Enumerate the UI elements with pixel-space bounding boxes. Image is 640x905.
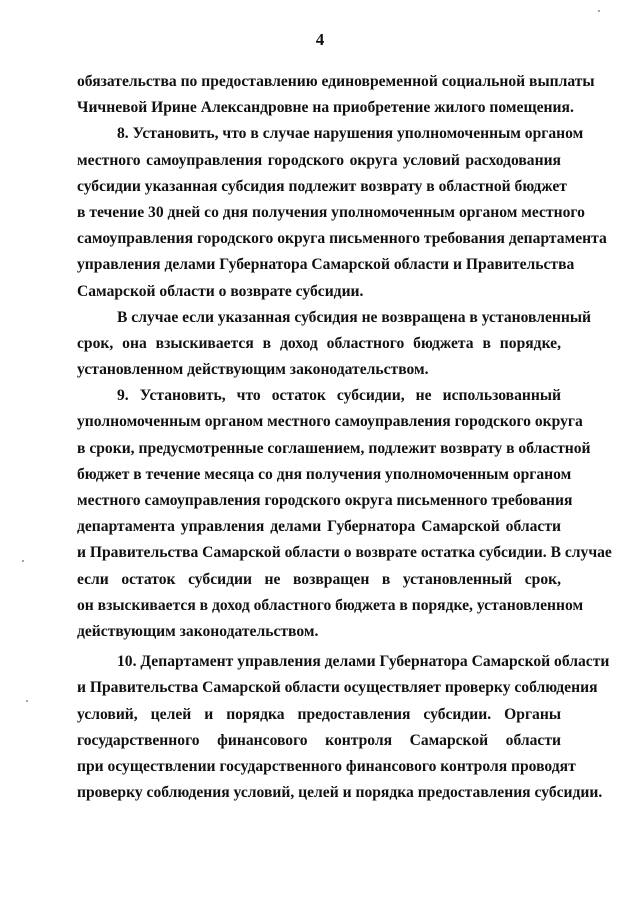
text-line: условий, целей и порядка предоставления субсидии. Органы [77,705,561,723]
text-line: в сроки, предусмотренные соглашением, подлежит возврату в областной [77,439,591,457]
text-line: при осуществлении государственного финансового контроля проводят [77,757,576,775]
page-number: 4 [315,30,325,49]
paragraph [77,649,610,806]
text-line: обязательства по предоставлению единовременной социальной выплаты [77,73,595,90]
text-line: проверку соблюдения условий, целей и порядка предоставления субсидии. [77,784,603,802]
text-line: управления делами Губернатора Самарской области и Правительства [77,256,575,274]
text-line: департамента управления делами Губернатора Самарской области [77,518,561,536]
text-line: 8. Установить, что в случае нарушения уполномоченным органом [117,125,584,143]
paragraph [77,69,595,121]
text-line: уполномоченным органом местного самоуправления городского округа [77,413,583,431]
paragraph [77,305,592,384]
scan-speck [26,700,28,702]
paragraph [77,121,607,304]
scan-speck [22,560,24,562]
text-line: в течение 30 дней со дня получения уполномоченным органом местного [77,203,585,221]
text-line: действующим законодательством. [77,622,319,640]
text-line: он взыскивается в доход областного бюджета в порядке, установленном [77,596,584,614]
text-line: установленном действующим законодательством. [77,361,429,379]
text-line: В случае если указанная субсидия не возвращена в установленный [117,308,592,326]
text-line: если остаток субсидии не возвращен в установленный срок, [77,570,561,588]
text-line: и Правительства Самарской области о возврате остатка субсидии. В случае [77,544,612,562]
text-line: местного самоуправления городского округа условий расходования [77,151,561,169]
document-body [77,69,612,806]
text-line: государственного финансового контроля Самарской области [77,731,561,749]
text-line: срок, она взыскивается в доход областного бюджета в порядке, [77,334,561,352]
text-line: 9. Установить, что остаток субсидии, не использованный [117,387,561,405]
text-line: 10. Департамент управления делами Губернатора Самарской области [117,653,610,671]
text-line: субсидии указанная субсидия подлежит возврату в областной бюджет [77,177,567,195]
text-line: Самарской области о возврате субсидии. [77,282,364,300]
text-line: Чичневой Ирине Александровне на приобретение жилого помещения. [77,99,574,117]
paragraph [77,383,612,645]
text-line: местного самоуправления городского округа письменного требования [77,492,573,509]
scan-speck [598,10,600,12]
text-line: и Правительства Самарской области осуществляет проверку соблюдения [77,679,598,697]
text-line: бюджет в течение месяца со дня получения уполномоченным органом [77,465,572,483]
text-line: самоуправления городского округа письменного требования департамента [77,230,607,248]
